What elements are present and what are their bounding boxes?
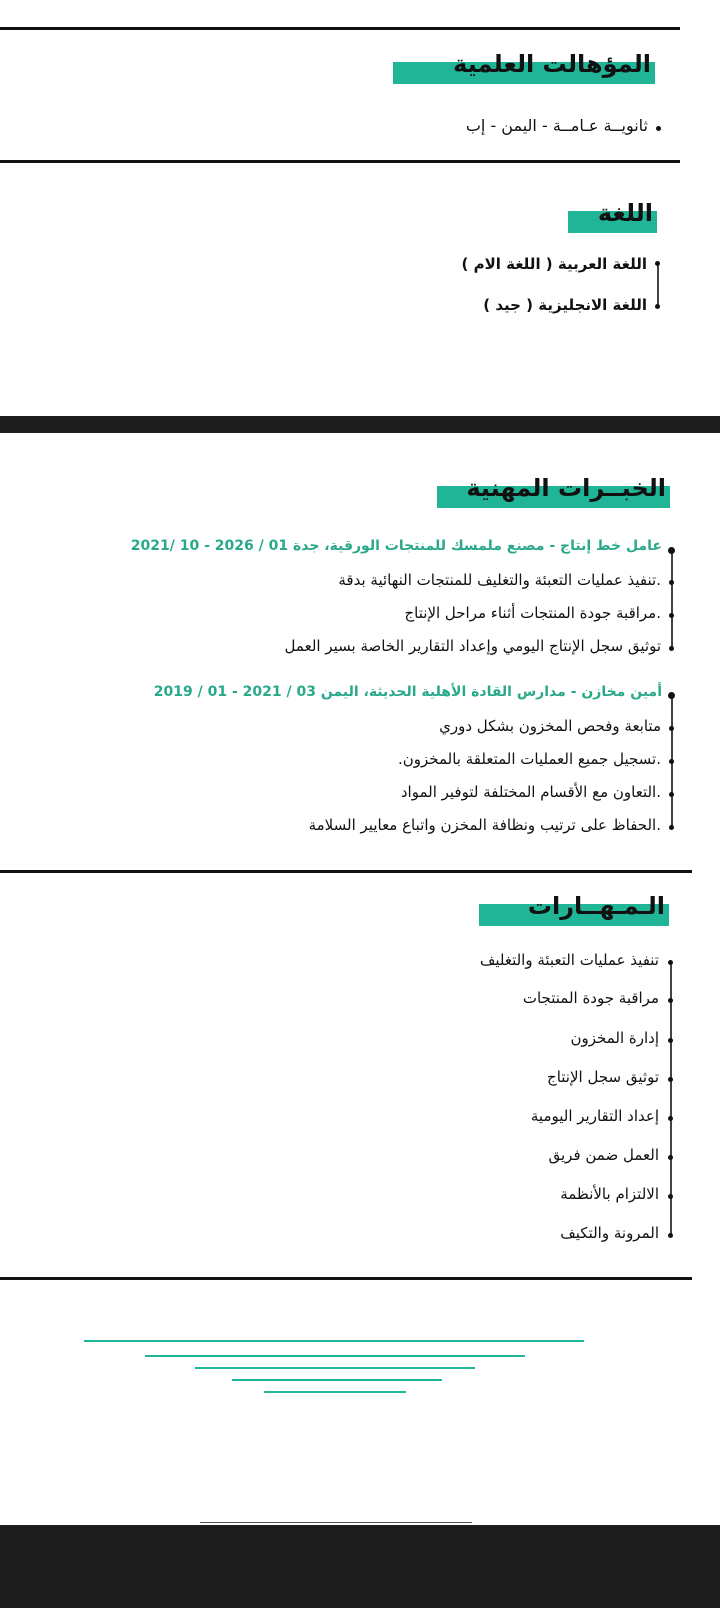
skill-item: إدارة المخزون (570, 1029, 659, 1047)
skill-item: مراقبة جودة المنتجات (522, 989, 659, 1007)
job-duty: .تنفيذ عمليات التعبئة والتغليف للمنتجات النهائية بدقة (338, 571, 661, 589)
bullet-icon (668, 960, 673, 965)
divider (0, 1277, 692, 1280)
divider (0, 870, 692, 873)
bullet-icon (656, 126, 661, 131)
skill-item: توثيق سجل الإنتاج (547, 1068, 659, 1086)
language-item: اللغة العربية ( اللغة الام ) (461, 255, 647, 273)
skill-item: إعداد التقارير اليومية (530, 1107, 659, 1125)
bullet-icon (668, 998, 673, 1003)
timeline-line (671, 552, 673, 648)
job-header: عامل خط إنتاج - مصنع ملمسك للمنتجات الورقية، جدة 01 / 2026 - 10 /2021 (130, 538, 662, 554)
job-duty: توثيق سجل الإنتاج اليومي وإعداد التقارير الخاصة بسير العمل (284, 637, 661, 655)
bullet-icon (669, 613, 674, 618)
skill-item: المرونة والتكيف (560, 1224, 659, 1242)
skills-title: الـمـهــارات (527, 892, 665, 920)
decorative-line (195, 1367, 475, 1369)
experience-heading (437, 474, 670, 508)
bullet-icon (668, 1038, 673, 1043)
job-duty: .مراقبة جودة المنتجات أثناء مراحل الإنتاج (404, 604, 661, 622)
bullet-icon (669, 759, 674, 764)
job-duty: .تسجيل جميع العمليات المتعلقة بالمخزون. (398, 750, 661, 768)
language-title: اللغة (597, 199, 653, 227)
bullet-icon (668, 1233, 673, 1238)
bullet-icon (668, 1077, 673, 1082)
language-heading (568, 199, 657, 233)
footer-line (200, 1522, 472, 1523)
language-item: اللغة الانجليزية ( جيد ) (483, 296, 647, 314)
dark-footer-band (0, 1525, 720, 1608)
bullet-icon (668, 1116, 673, 1121)
bullet-icon (668, 1155, 673, 1160)
bullet-icon (655, 261, 660, 266)
divider (0, 160, 680, 163)
job-duty: .التعاون مع الأقسام المختلفة لتوفير المواد (400, 783, 661, 801)
qualification-item: ثانويــة عـامــة - اليمن - إب (465, 116, 648, 135)
bullet-icon (655, 304, 660, 309)
skill-item: تنفيذ عمليات التعبئة والتغليف (479, 951, 659, 969)
bullet-icon (669, 580, 674, 585)
decorative-line (84, 1340, 584, 1342)
decorative-line (264, 1391, 406, 1393)
decorative-line (232, 1379, 442, 1381)
decorative-line (145, 1355, 525, 1357)
bullet-icon (668, 1194, 673, 1199)
bullet-icon (669, 646, 674, 651)
dark-band (0, 416, 720, 433)
job-header: أمين مخازن - مدارس القادة الأهلية الحديثة، اليمن 03 / 2021 - 01 / 2019 (153, 684, 662, 700)
skills-heading (479, 892, 669, 926)
bullet-icon (669, 825, 674, 830)
skill-item: الالتزام بالأنظمة (560, 1185, 659, 1203)
divider-top (0, 27, 680, 30)
bullet-icon (668, 547, 675, 554)
qualifications-title: المؤهالت العلمية (453, 50, 651, 78)
bullet-icon (669, 792, 674, 797)
qualifications-heading (393, 50, 655, 84)
timeline-line (657, 265, 659, 305)
bullet-icon (669, 726, 674, 731)
skill-item: العمل ضمن فريق (548, 1146, 659, 1164)
job-duty: متابعة وفحص المخزون بشكل دوري (439, 717, 661, 735)
experience-title: الخبــرات المهنية (466, 474, 666, 502)
bullet-icon (668, 692, 675, 699)
job-duty: .الحفاظ على ترتيب ونظافة المخزن واتباع معايير السلامة (308, 816, 661, 834)
